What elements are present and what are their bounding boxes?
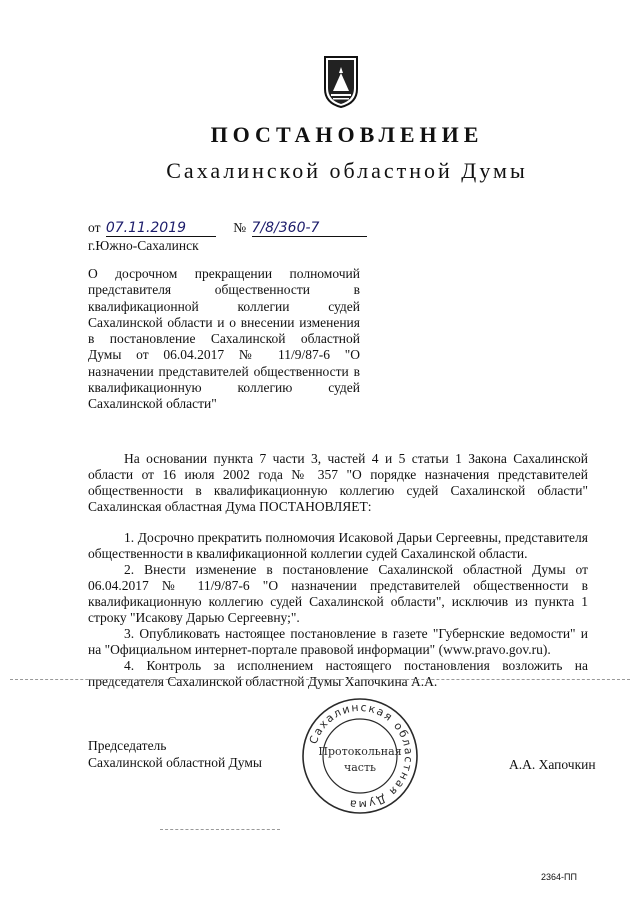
document-subtitle: Сахалинской областной Думы [166, 158, 528, 183]
scan-artifact-line [10, 679, 630, 680]
document-title: ПОСТАНОВЛЕНИЕ [210, 122, 484, 147]
signatory-name: А.А. Хапочкин [509, 757, 596, 772]
stamp-ring-text: Сахалинская областная Дума [306, 700, 416, 812]
resolution-item-1: 1. Досрочно прекратить полномочия Исаковой Дарьи Сергеевны, представителя общественности в квалификационной коллегии судей Сахалинской области. [88, 530, 588, 561]
signatory-position [88, 737, 262, 771]
date-number-line [88, 220, 367, 237]
subject-heading: О досрочном прекращении полномочий представителя общественности в квалификационной коллегии судей Сахалинской области и о внесении изменения в постановление Сахалинской областной Думы от 06.04.2017 № 11/9/87-6 "О назначении представителей общественности в квалификационную коллегию судей Сахалинской области" [88, 266, 360, 412]
resolution-item-3: 3. Опубликовать настоящее постановление в газете "Губернские ведомости" и на "Официальном интернет-портале правовой информации" (www.pravo.gov.ru). [88, 626, 588, 657]
scan-artifact-line [160, 829, 280, 830]
number-prefix: № [233, 220, 247, 235]
resolution-item-2: 2. Внести изменение в постановление Сахалинской областной Думы от 06.04.2017 № 11/9/87-6 "О назначении представителей общественности в квалификационную коллегию судей Сахалинской области", исключив из пункта 1 строку "Исакову Дарью Сергеевну;". [88, 562, 588, 625]
date-prefix: от [88, 220, 101, 235]
resolution-item-4: 4. Контроль за исполнением настоящего постановления возложить на председателя Сахалинской областной Думы Хапочкина А.А. [88, 658, 588, 689]
resolution-items [88, 530, 588, 690]
preamble-section [88, 451, 588, 515]
signatory-position-line1: Председатель [88, 738, 167, 753]
city: г.Южно-Сахалинск [88, 238, 199, 253]
stamp-center-line1: Протокольная [318, 745, 402, 758]
number-value: 7/8/360-7 [251, 220, 320, 236]
preamble-text: На основании пункта 7 части 3, частей 4 и 5 статьи 1 Закона Сахалинской области от 16 июля 2002 года № 357 "О порядке назначения представителей общественности в квалификационную коллегию судей Сахалинской области" Сахалинская областная Дума ПОСТАНОВЛЯЕТ: [88, 451, 588, 514]
document-code: 2364-ПП [541, 872, 577, 882]
coat-of-arms-emblem [321, 53, 361, 109]
date-value: 07.11.2019 [105, 220, 187, 236]
official-stamp [301, 697, 419, 815]
stamp-center-line2: часть [343, 761, 377, 774]
signatory-position-line2: Сахалинской областной Думы [88, 755, 262, 770]
